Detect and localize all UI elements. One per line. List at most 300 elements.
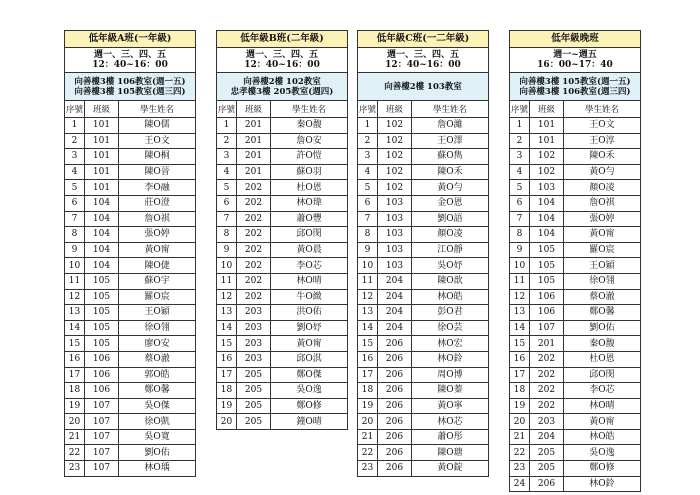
student-name: 邱O閔 <box>271 227 348 243</box>
table-row <box>217 289 348 305</box>
row-number: 4 <box>510 164 530 180</box>
table-row <box>217 133 348 149</box>
row-number: 13 <box>217 305 237 321</box>
row-number: 13 <box>358 305 378 321</box>
table-row <box>65 367 196 383</box>
row-number: 10 <box>65 258 85 274</box>
class-number: 107 <box>85 414 119 430</box>
class-number: 202 <box>530 383 564 399</box>
student-name: 蔡O澈 <box>119 351 196 367</box>
student-name: 周O博 <box>412 367 489 383</box>
schedule-time <box>358 48 489 73</box>
class-number: 105 <box>85 305 119 321</box>
table-row <box>510 118 641 134</box>
row-number: 18 <box>217 383 237 399</box>
class-number: 102 <box>378 133 412 149</box>
schedule-time <box>510 48 641 73</box>
table-row <box>217 258 348 274</box>
table-row <box>510 383 641 399</box>
student-name: 鄭O修 <box>271 398 348 414</box>
row-number: 16 <box>65 351 85 367</box>
student-name: 廖O安 <box>119 336 196 352</box>
student-name: 顏O凌 <box>564 180 641 196</box>
class-number: 101 <box>85 164 119 180</box>
table-row <box>217 398 348 414</box>
row-number: 16 <box>510 351 530 367</box>
student-name: 鄭O傑 <box>271 367 348 383</box>
student-name: 蘇O雋 <box>412 149 489 165</box>
class-number: 204 <box>378 273 412 289</box>
student-name: 彭O君 <box>412 305 489 321</box>
table-row <box>510 445 641 461</box>
class-number: 101 <box>85 149 119 165</box>
table-row <box>65 273 196 289</box>
row-number: 18 <box>65 383 85 399</box>
row-number: 5 <box>217 180 237 196</box>
schedule-hours: 16：00~17：40 <box>537 60 613 70</box>
class-number: 103 <box>378 227 412 243</box>
class-number: 202 <box>530 398 564 414</box>
class-number: 104 <box>530 211 564 227</box>
table-row <box>217 351 348 367</box>
row-number: 10 <box>217 258 237 274</box>
class-number: 202 <box>237 258 271 274</box>
student-name: 張O婷 <box>119 227 196 243</box>
student-name: 林O晴 <box>271 273 348 289</box>
class-number: 105 <box>530 273 564 289</box>
row-number: 2 <box>358 133 378 149</box>
table-row <box>358 429 489 445</box>
class-number: 204 <box>530 429 564 445</box>
row-number: 3 <box>358 149 378 165</box>
roster-grid <box>357 30 489 477</box>
class-number: 105 <box>85 320 119 336</box>
row-number: 19 <box>217 398 237 414</box>
class-number: 101 <box>530 133 564 149</box>
table-row <box>510 476 641 492</box>
row-number: 18 <box>510 383 530 399</box>
table-row <box>358 258 489 274</box>
row-number: 17 <box>510 367 530 383</box>
student-name: 李O芯 <box>271 258 348 274</box>
table-row <box>358 336 489 352</box>
class-number: 104 <box>85 242 119 258</box>
class-number: 103 <box>378 195 412 211</box>
student-name: 黃O甯 <box>271 336 348 352</box>
table-row <box>217 164 348 180</box>
schedule-hours: 12：40~16：00 <box>92 60 168 70</box>
student-name: 牛O緻 <box>271 289 348 305</box>
student-name: 林O芯 <box>412 414 489 430</box>
row-number: 16 <box>358 351 378 367</box>
student-name: 黃O勻 <box>412 180 489 196</box>
student-name: 陳O蓁 <box>412 383 489 399</box>
class-number: 206 <box>378 398 412 414</box>
table-row <box>510 289 641 305</box>
student-name: 蘇O羽 <box>271 164 348 180</box>
row-number: 7 <box>358 211 378 227</box>
class-number: 205 <box>237 383 271 399</box>
table-row <box>65 242 196 258</box>
student-name: 陳O禾 <box>412 164 489 180</box>
schedule-days: 週一、三、四、五 <box>94 49 167 60</box>
table-row <box>510 227 641 243</box>
class-number: 105 <box>85 336 119 352</box>
table-row <box>65 445 196 461</box>
row-number: 19 <box>358 398 378 414</box>
table-row <box>217 320 348 336</box>
student-name: 蔡O澈 <box>564 289 641 305</box>
row-number: 14 <box>217 320 237 336</box>
row-number: 12 <box>65 289 85 305</box>
table-row <box>510 414 641 430</box>
student-name: 秦O馥 <box>564 336 641 352</box>
row-number: 24 <box>510 476 530 492</box>
table-row <box>65 118 196 134</box>
class-number: 202 <box>237 289 271 305</box>
class-number: 102 <box>530 164 564 180</box>
student-name: 陳O禾 <box>564 149 641 165</box>
class-number: 201 <box>237 133 271 149</box>
class-number: 107 <box>85 429 119 445</box>
row-number: 20 <box>217 414 237 430</box>
roster-grid <box>216 30 348 430</box>
table-row <box>217 149 348 165</box>
table-row <box>217 273 348 289</box>
row-number: 2 <box>65 133 85 149</box>
student-name: 林O瑋 <box>271 195 348 211</box>
class-number: 104 <box>85 195 119 211</box>
row-number: 7 <box>65 211 85 227</box>
table-row <box>358 195 489 211</box>
row-number: 11 <box>217 273 237 289</box>
student-name: 林O瑀 <box>119 461 196 477</box>
row-number: 10 <box>358 258 378 274</box>
class-title: 低年級晚班 <box>510 31 641 48</box>
student-name: 江O靜 <box>412 242 489 258</box>
class-number: 104 <box>85 258 119 274</box>
student-name: 林O皓 <box>564 429 641 445</box>
class-number: 104 <box>85 227 119 243</box>
table-row <box>217 180 348 196</box>
row-number: 11 <box>65 273 85 289</box>
class-number: 105 <box>530 242 564 258</box>
student-name: 徐O翎 <box>564 273 641 289</box>
table-row <box>217 211 348 227</box>
class-number: 103 <box>530 180 564 196</box>
row-number: 3 <box>65 149 85 165</box>
classroom-line-1: 向善樓3樓 105教室(週一五) <box>519 76 631 87</box>
row-number: 9 <box>510 242 530 258</box>
table-row <box>510 133 641 149</box>
student-name: 王O澤 <box>412 133 489 149</box>
row-number: 16 <box>217 351 237 367</box>
class-number: 102 <box>378 149 412 165</box>
classroom-line-1: 向善樓2樓 103教室 <box>384 81 462 92</box>
table-row <box>217 367 348 383</box>
roster-table-2 <box>216 30 347 430</box>
roster-grid <box>64 30 196 477</box>
class-number: 204 <box>378 289 412 305</box>
row-number: 22 <box>510 445 530 461</box>
class-number: 205 <box>237 414 271 430</box>
table-row <box>65 227 196 243</box>
table-row <box>510 242 641 258</box>
student-name: 李O芯 <box>564 383 641 399</box>
row-number: 4 <box>358 164 378 180</box>
student-name: 吳O妤 <box>412 258 489 274</box>
table-row <box>217 195 348 211</box>
student-name: 林O晴 <box>564 398 641 414</box>
row-number: 15 <box>358 336 378 352</box>
table-row <box>65 351 196 367</box>
row-number: 13 <box>510 305 530 321</box>
student-name: 蘇O宇 <box>119 273 196 289</box>
schedule-time <box>65 48 196 73</box>
class-number: 103 <box>378 242 412 258</box>
student-name: 林O鈴 <box>412 351 489 367</box>
student-name: 徐O凱 <box>119 414 196 430</box>
student-name: 蕭O彤 <box>412 429 489 445</box>
table-row <box>358 383 489 399</box>
column-header: 學生姓名 <box>412 101 489 118</box>
class-number: 203 <box>237 305 271 321</box>
class-number: 103 <box>378 211 412 227</box>
table-row <box>217 383 348 399</box>
row-number: 11 <box>358 273 378 289</box>
classroom-location <box>65 73 196 101</box>
student-name: 徐O芸 <box>412 320 489 336</box>
student-name: 吳O逸 <box>271 383 348 399</box>
table-row <box>65 336 196 352</box>
row-number: 12 <box>510 289 530 305</box>
class-number: 206 <box>530 476 564 492</box>
table-row <box>358 461 489 477</box>
column-header: 序號 <box>217 101 237 118</box>
column-header: 序號 <box>510 101 530 118</box>
class-title: 低年級B班(二年級) <box>217 31 348 48</box>
row-number: 17 <box>358 367 378 383</box>
table-row <box>358 149 489 165</box>
table-row <box>510 461 641 477</box>
row-number: 17 <box>217 367 237 383</box>
class-number: 107 <box>85 445 119 461</box>
row-number: 6 <box>65 195 85 211</box>
schedule-days: 週一、三、四、五 <box>386 49 459 60</box>
student-name: 陳O瑭 <box>412 445 489 461</box>
table-row <box>217 336 348 352</box>
class-number: 102 <box>378 118 412 134</box>
table-row <box>510 195 641 211</box>
table-row <box>510 336 641 352</box>
row-number: 14 <box>510 320 530 336</box>
class-number: 202 <box>530 351 564 367</box>
table-row <box>217 305 348 321</box>
table-row <box>65 195 196 211</box>
student-name: 黃O晨 <box>271 242 348 258</box>
student-name: 詹O安 <box>271 133 348 149</box>
student-name: 劉O佑 <box>119 445 196 461</box>
column-header: 班級 <box>85 101 119 118</box>
class-number: 102 <box>378 180 412 196</box>
class-number: 107 <box>85 461 119 477</box>
table-row <box>510 367 641 383</box>
student-name: 黃O甯 <box>564 227 641 243</box>
row-number: 7 <box>217 211 237 227</box>
classroom-line-2: 向善樓3樓 105教室(週三四) <box>74 86 186 97</box>
roster-table-1 <box>64 30 195 477</box>
row-number: 23 <box>65 461 85 477</box>
student-name: 吳O寬 <box>119 429 196 445</box>
row-number: 1 <box>65 118 85 134</box>
student-name: 黃O勻 <box>564 164 641 180</box>
table-row <box>65 383 196 399</box>
row-number: 2 <box>510 133 530 149</box>
class-number: 206 <box>378 336 412 352</box>
class-number: 202 <box>237 195 271 211</box>
table-row <box>217 242 348 258</box>
row-number: 5 <box>358 180 378 196</box>
class-number: 206 <box>378 429 412 445</box>
table-row <box>358 227 489 243</box>
table-row <box>510 180 641 196</box>
class-number: 106 <box>85 367 119 383</box>
student-name: 王O穎 <box>119 305 196 321</box>
class-number: 206 <box>378 461 412 477</box>
row-number: 20 <box>65 414 85 430</box>
class-number: 206 <box>378 383 412 399</box>
row-number: 1 <box>217 118 237 134</box>
table-row <box>65 289 196 305</box>
class-number: 201 <box>530 336 564 352</box>
table-row <box>510 258 641 274</box>
class-number: 104 <box>530 227 564 243</box>
roster-table-4 <box>509 30 640 492</box>
class-number: 206 <box>378 367 412 383</box>
student-name: 鄭O修 <box>564 461 641 477</box>
class-number: 107 <box>85 398 119 414</box>
table-row <box>510 164 641 180</box>
student-name: 秦O馥 <box>271 118 348 134</box>
class-number: 101 <box>85 118 119 134</box>
class-number: 202 <box>237 211 271 227</box>
row-number: 8 <box>217 227 237 243</box>
row-number: 4 <box>217 164 237 180</box>
row-number: 13 <box>65 305 85 321</box>
table-row <box>510 305 641 321</box>
table-row <box>65 133 196 149</box>
table-row <box>510 429 641 445</box>
table-row <box>358 133 489 149</box>
student-name: 黃O甯 <box>564 414 641 430</box>
table-row <box>65 164 196 180</box>
student-name: 王O文 <box>119 133 196 149</box>
column-header: 班級 <box>378 101 412 118</box>
student-name: 徐O翎 <box>119 320 196 336</box>
table-row <box>358 118 489 134</box>
class-number: 106 <box>85 383 119 399</box>
row-number: 7 <box>510 211 530 227</box>
classroom-line-2: 向善樓3樓 106教室(週三四) <box>519 86 631 97</box>
schedule-time <box>217 48 348 73</box>
column-header: 序號 <box>358 101 378 118</box>
row-number: 3 <box>217 149 237 165</box>
class-number: 202 <box>237 227 271 243</box>
row-number: 1 <box>358 118 378 134</box>
row-number: 8 <box>510 227 530 243</box>
row-number: 8 <box>65 227 85 243</box>
table-row <box>358 398 489 414</box>
roster-grid <box>509 30 641 492</box>
table-row <box>358 211 489 227</box>
student-name: 金O恩 <box>412 195 489 211</box>
student-name: 黃O甯 <box>119 242 196 258</box>
student-name: 黃O寧 <box>412 398 489 414</box>
table-row <box>510 398 641 414</box>
table-row <box>65 305 196 321</box>
class-number: 202 <box>237 273 271 289</box>
table-row <box>65 414 196 430</box>
table-row <box>65 398 196 414</box>
row-number: 23 <box>358 461 378 477</box>
class-number: 203 <box>237 351 271 367</box>
student-name: 許O愷 <box>271 149 348 165</box>
table-row <box>217 227 348 243</box>
table-row <box>510 211 641 227</box>
row-number: 21 <box>510 429 530 445</box>
classroom-line-1: 向善樓2樓 102教室 <box>243 76 321 87</box>
student-name: 陳O歆 <box>412 273 489 289</box>
class-number: 205 <box>237 367 271 383</box>
class-number: 103 <box>378 258 412 274</box>
table-row <box>358 305 489 321</box>
class-number: 202 <box>237 180 271 196</box>
class-number: 205 <box>530 461 564 477</box>
row-number: 5 <box>65 180 85 196</box>
row-number: 9 <box>358 242 378 258</box>
row-number: 18 <box>358 383 378 399</box>
student-name: 陳O晉 <box>119 164 196 180</box>
class-number: 104 <box>530 195 564 211</box>
row-number: 5 <box>510 180 530 196</box>
student-name: 張O婷 <box>564 211 641 227</box>
table-row <box>358 242 489 258</box>
column-header: 班級 <box>237 101 271 118</box>
schedule-hours: 12：40~16：00 <box>244 60 320 70</box>
column-header: 序號 <box>65 101 85 118</box>
class-number: 202 <box>530 367 564 383</box>
student-name: 陳O桐 <box>119 149 196 165</box>
row-number: 10 <box>510 258 530 274</box>
row-number: 1 <box>510 118 530 134</box>
row-number: 8 <box>358 227 378 243</box>
row-number: 22 <box>65 445 85 461</box>
student-name: 劉O佑 <box>564 320 641 336</box>
student-name: 杜O恩 <box>564 351 641 367</box>
class-number: 201 <box>237 149 271 165</box>
row-number: 11 <box>510 273 530 289</box>
row-number: 6 <box>358 195 378 211</box>
student-name: 王O淳 <box>564 133 641 149</box>
row-number: 22 <box>358 445 378 461</box>
table-row <box>510 149 641 165</box>
row-number: 21 <box>358 429 378 445</box>
table-row <box>510 351 641 367</box>
row-number: 15 <box>217 336 237 352</box>
student-name: 林O鈴 <box>564 476 641 492</box>
student-name: 吳O逸 <box>564 445 641 461</box>
class-number: 107 <box>530 320 564 336</box>
